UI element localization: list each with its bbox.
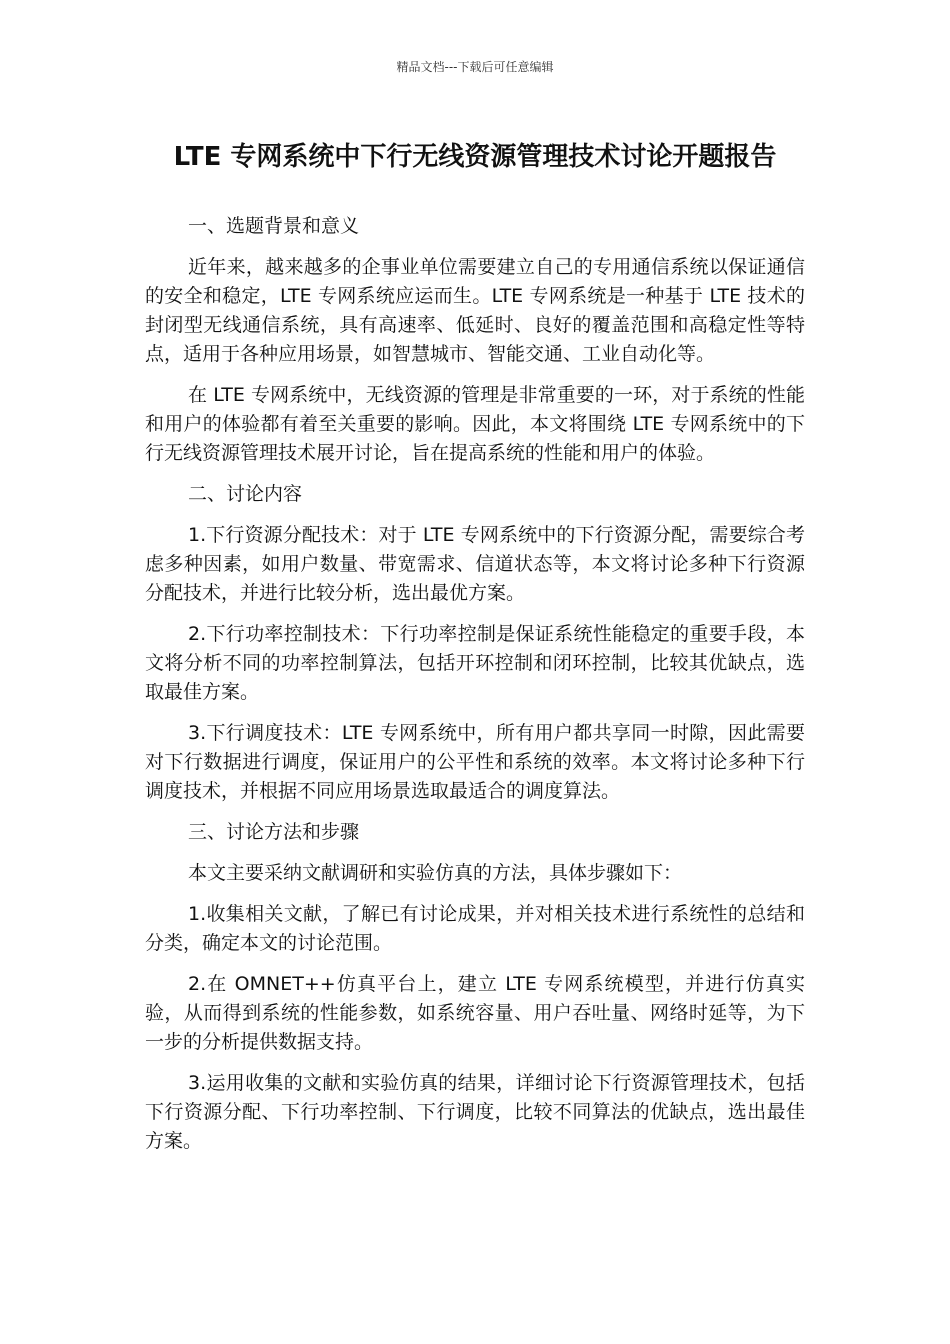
section-heading-content: 二、讨论内容 (188, 483, 303, 505)
paragraph-methods-3: 3.运用收集的文献和实验仿真的结果，详细讨论下行资源管理技术，包括下行资源分配、下行功率控制、下行调度，比较不同算法的优缺点，选出最佳方案。 (145, 1072, 805, 1152)
header-note: 精品文档---下载后可任意编辑 (396, 60, 554, 74)
section-heading-methods: 三、讨论方法和步骤 (188, 821, 360, 843)
document-body (145, 212, 805, 1168)
section-heading-background: 一、选题背景和意义 (188, 215, 360, 237)
paragraph-methods-1: 1.收集相关文献，了解已有讨论成果，并对相关技术进行系统性的总结和分类，确定本文的讨论范围。 (145, 903, 805, 954)
paragraph-background-1: 近年来，越来越多的企事业单位需要建立自己的专用通信系统以保证通信的安全和稳定，LTE 专网系统应运而生。LTE 专网系统是一种基于 LTE 技术的封闭型无线通信系统，具有高速率、低延时、良好的覆盖范围和高稳定性等特点，适用于各种应用场景，如智慧城市、智能交通、工业自动化等。 (145, 256, 805, 365)
document-title: LTE 专网系统中下行无线资源管理技术讨论开题报告 (173, 142, 777, 172)
paragraph-content-3: 3.下行调度技术：LTE 专网系统中，所有用户都共享同一时隙，因此需要对下行数据进行调度，保证用户的公平性和系统的效率。本文将讨论多种下行调度技术，并根据不同应用场景选取最适合的调度算法。 (145, 722, 805, 802)
paragraph-methods-2: 2.在 OMNET++仿真平台上，建立 LTE 专网系统模型，并进行仿真实验，从而得到系统的性能参数，如系统容量、用户吞吐量、网络时延等，为下一步的分析提供数据支持。 (145, 973, 805, 1053)
paragraph-background-2: 在 LTE 专网系统中，无线资源的管理是非常重要的一环，对于系统的性能和用户的体验都有着至关重要的影响。因此，本文将围绕 LTE 专网系统中的下行无线资源管理技术展开讨论，旨在提高系统的性能和用户的体验。 (145, 384, 805, 464)
paragraph-content-2: 2.下行功率控制技术：下行功率控制是保证系统性能稳定的重要手段，本文将分析不同的功率控制算法，包括开环控制和闭环控制，比较其优缺点，选取最佳方案。 (145, 623, 805, 703)
paragraph-content-1: 1.下行资源分配技术：对于 LTE 专网系统中的下行资源分配，需要综合考虑多种因素，如用户数量、带宽需求、信道状态等，本文将讨论多种下行资源分配技术，并进行比较分析，选出最优方案。 (145, 524, 805, 604)
paragraph-methods-intro: 本文主要采纳文献调研和实验仿真的方法，具体步骤如下： (188, 862, 683, 884)
